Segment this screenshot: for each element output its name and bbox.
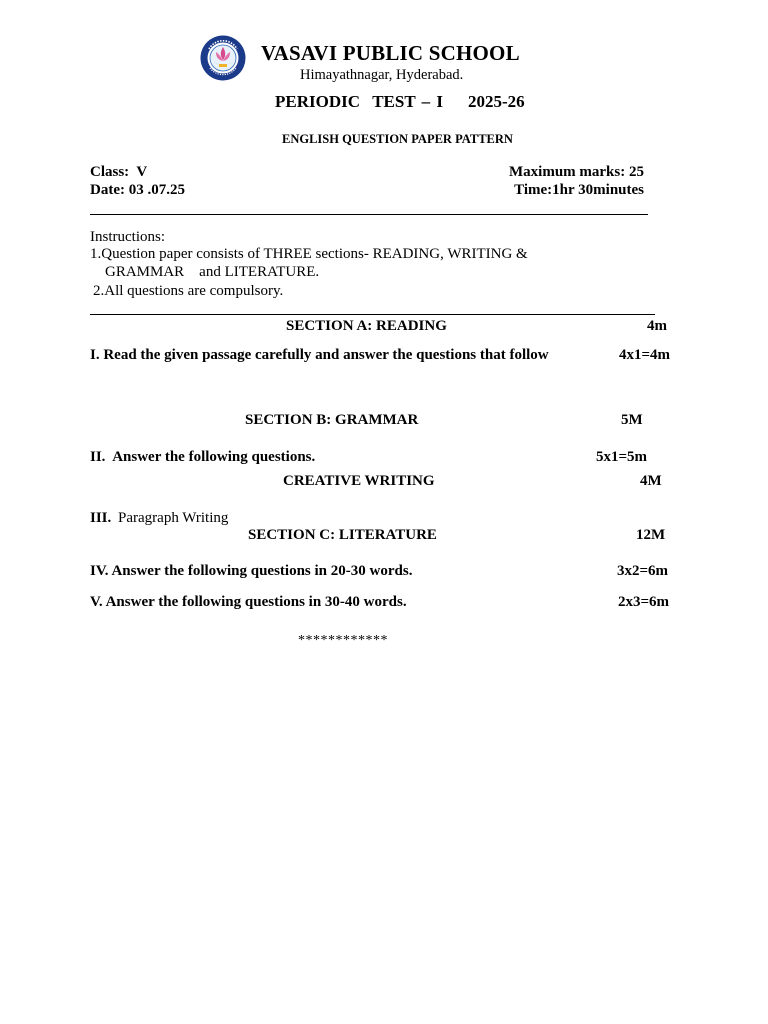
maximum-marks: Maximum marks: 25: [509, 164, 644, 180]
question-number: III.: [90, 510, 112, 526]
question-4: [90, 563, 412, 580]
question-2-marks: 5x1=5m: [596, 449, 648, 465]
pattern-title: ENGLISH QUESTION PAPER PATTERN: [282, 132, 513, 146]
question-4-marks: 3x2=6m: [617, 563, 669, 579]
question-2: [90, 449, 315, 466]
school-name: VASAVI PUBLIC SCHOOL: [261, 41, 520, 65]
divider-rule: [90, 214, 648, 215]
question-5: [90, 594, 407, 611]
question-text: Answer the following questions in 30-40 words.: [105, 594, 407, 610]
section-a-title: SECTION A: READING: [286, 318, 447, 334]
creative-writing-title: CREATIVE WRITING: [283, 473, 435, 489]
question-3: [90, 510, 228, 527]
end-of-paper-stars: ************: [298, 633, 388, 648]
creative-writing-marks: 4M: [640, 473, 662, 489]
instruction-1: 1.Question paper consists of THREE sections- READING, WRITING &: [90, 246, 528, 262]
instructions-title: Instructions:: [90, 229, 165, 245]
date-label: Date: 03 .07.25: [90, 182, 185, 198]
section-b-title: SECTION B: GRAMMAR: [245, 412, 419, 428]
school-crest-icon: [200, 35, 246, 81]
time-label: Time:1hr 30minutes: [514, 182, 644, 198]
instruction-1-continued: GRAMMAR and LITERATURE.: [105, 264, 320, 280]
question-1: [90, 347, 549, 364]
test-title: PERIODIC TEST – I 2025-26: [275, 92, 525, 111]
section-b-marks: 5M: [621, 412, 643, 428]
question-number: IV.: [90, 563, 109, 579]
section-c-marks: 12M: [636, 527, 666, 543]
question-text: Answer the following questions in 20-30 words.: [111, 563, 413, 579]
question-1-marks: 4x1=4m: [619, 347, 671, 363]
section-a-marks: 4m: [647, 318, 667, 334]
question-text: Read the given passage carefully and answer the questions that follow: [103, 347, 549, 363]
question-number: V.: [90, 594, 103, 610]
question-number: II.: [90, 449, 106, 465]
question-5-marks: 2x3=6m: [618, 594, 670, 610]
divider-rule: [90, 314, 655, 315]
class-label: Class: V: [90, 164, 148, 180]
question-text: Answer the following questions.: [112, 449, 316, 465]
instruction-2: 2.All questions are compulsory.: [93, 283, 284, 299]
question-text: Paragraph Writing: [118, 510, 229, 526]
question-number: I.: [90, 347, 100, 363]
school-address: Himayathnagar, Hyderabad.: [300, 67, 464, 83]
section-c-title: SECTION C: LITERATURE: [248, 527, 437, 543]
